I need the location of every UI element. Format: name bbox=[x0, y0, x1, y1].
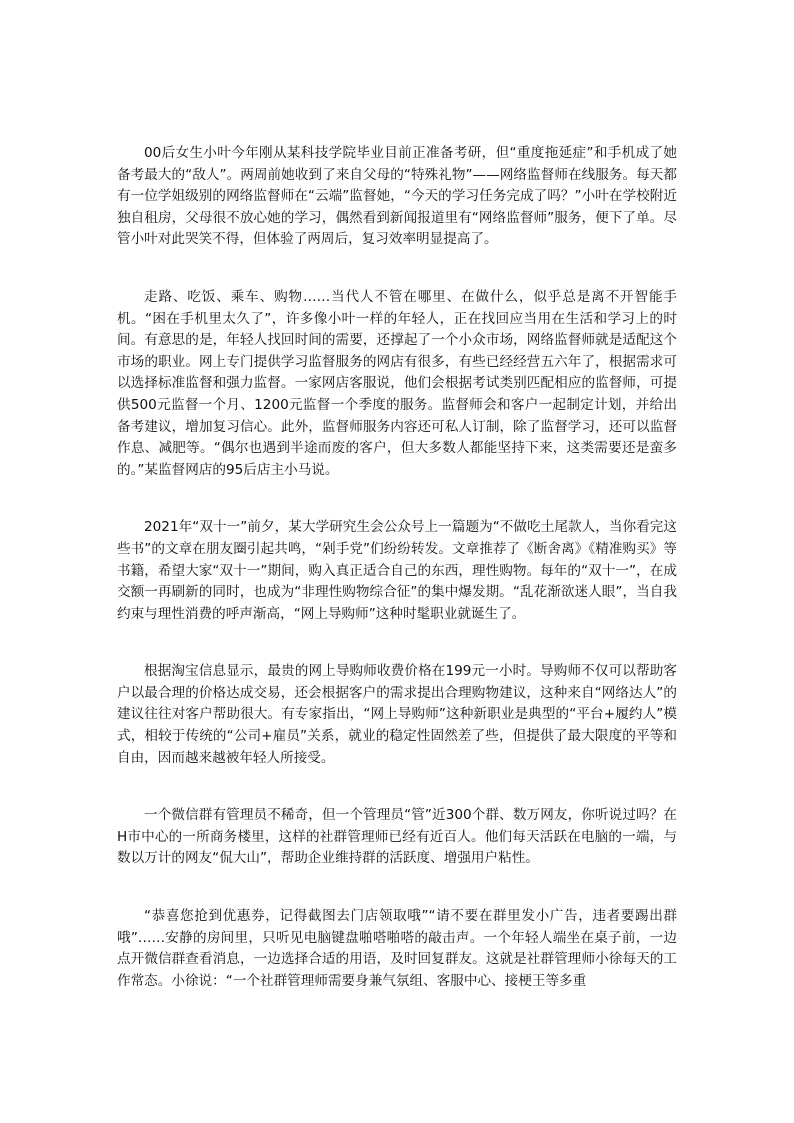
paragraph-2: 走路、吃饭、乘车、购物……当代人不管在哪里、在做什么，似乎总是离不开智能手机。“困在手机里太久了”，许多像小叶一样的年轻人，正在找回应当用在生活和学习上的时间。有意思的是，年轻人找回时间的需要，还撑起了一个小众市场，网络监督师就是适配这个市场的职业。网上专门提供学习监督服务的网店有很多，有些已经经营五六年了，根据需求可以选择标准监督和强力监督。一家网店客服说，他们会根据考试类别匹配相应的监督师，可提供500元监督一个月、1200元监督一个季度的服务。监督师会和客户一起制定计划，并给出备考建议，增加复习信心。此外，监督师服务内容还可私人订制，除了监督学习，还可以监督作息、减肥等。“偶尔也遇到半途而废的客户，但大多数人都能坚持下来，这类需要还是蛮多的。”某监督网店的95后店主小马说。 bbox=[117, 288, 677, 478]
paragraph-5: 一个微信群有管理员不稀奇，但一个管理员“管”近300个群、数万网友，你听说过吗？在H市中心的一所商务楼里，这样的社群管理师已经有近百人。他们每天活跃在电脑的一端，与数以万计的网友“侃大山”，帮助企业维持群的活跃度、增强用户粘性。 bbox=[117, 807, 677, 867]
paragraph-spacer bbox=[117, 625, 677, 661]
paragraph-spacer bbox=[117, 870, 677, 906]
paragraph-spacer bbox=[117, 769, 677, 805]
paragraph-6: “恭喜您抢到优惠券，记得截图去门店领取哦”“请不要在群里发小广告，违者要踢出群哦”……安静的房间里，只听见电脑键盘啪嗒啪嗒的敲击声。一个年轻人端坐在桌子前，一边点开微信群查看消息，一边选择合适的用语，及时回复群友。这就是社群管理师小徐每天的工作常态。小徐说：“一个社群管理师需要身兼气氛组、客服中心、接梗王等多重 bbox=[117, 908, 677, 989]
document-body bbox=[117, 143, 677, 992]
paragraph-3: 2021年“双十一”前夕，某大学研究生会公众号上一篇题为“不做吃土尾款人，当你看完这些书”的文章在朋友圈引起共鸣，“剁手党”们纷纷转发。文章推荐了《断舍离》《精准购买》等书籍，希望大家“双十一”期间，购入真正适合自己的东西，理性购物。每年的“双十一”，在成交额一再刷新的同时，也成为“非理性购物综合征”的集中爆发期。“乱花渐欲迷人眼”，当自我约束与理性消费的呼声渐高，“网上导购师”这种时髦职业就诞生了。 bbox=[117, 519, 677, 622]
paragraph-spacer bbox=[117, 251, 677, 287]
paragraph-spacer bbox=[117, 481, 677, 517]
paragraph-4: 根据淘宝信息显示，最贵的网上导购师收费价格在199元一小时。导购师不仅可以帮助客户以最合理的价格达成交易，还会根据客户的需求提出合理购物建议，这种来自“网络达人”的建议往往对客户帮助很大。有专家指出，“网上导购师”这种新职业是典型的“平台+履约人”模式，相较于传统的“公司+雇员”关系，就业的稳定性固然差了些，但提供了最大限度的平等和自由，因而越来越被年轻人所接受。 bbox=[117, 663, 677, 766]
paragraph-1: 00后女生小叶今年刚从某科技学院毕业目前正准备考研，但“重度拖延症”和手机成了她备考最大的“敌人”。两周前她收到了来自父母的“特殊礼物”——网络监督师在线服务。每天都有一位学姐级别的网络监督师在“云端”监督她，“今天的学习任务完成了吗？”小叶在学校附近独自租房，父母很不放心她的学习，偶然看到新闻报道里有“网络监督师”服务，便下了单。尽管小叶对此哭笑不得，但体验了两周后，复习效率明显提高了。 bbox=[117, 145, 677, 248]
